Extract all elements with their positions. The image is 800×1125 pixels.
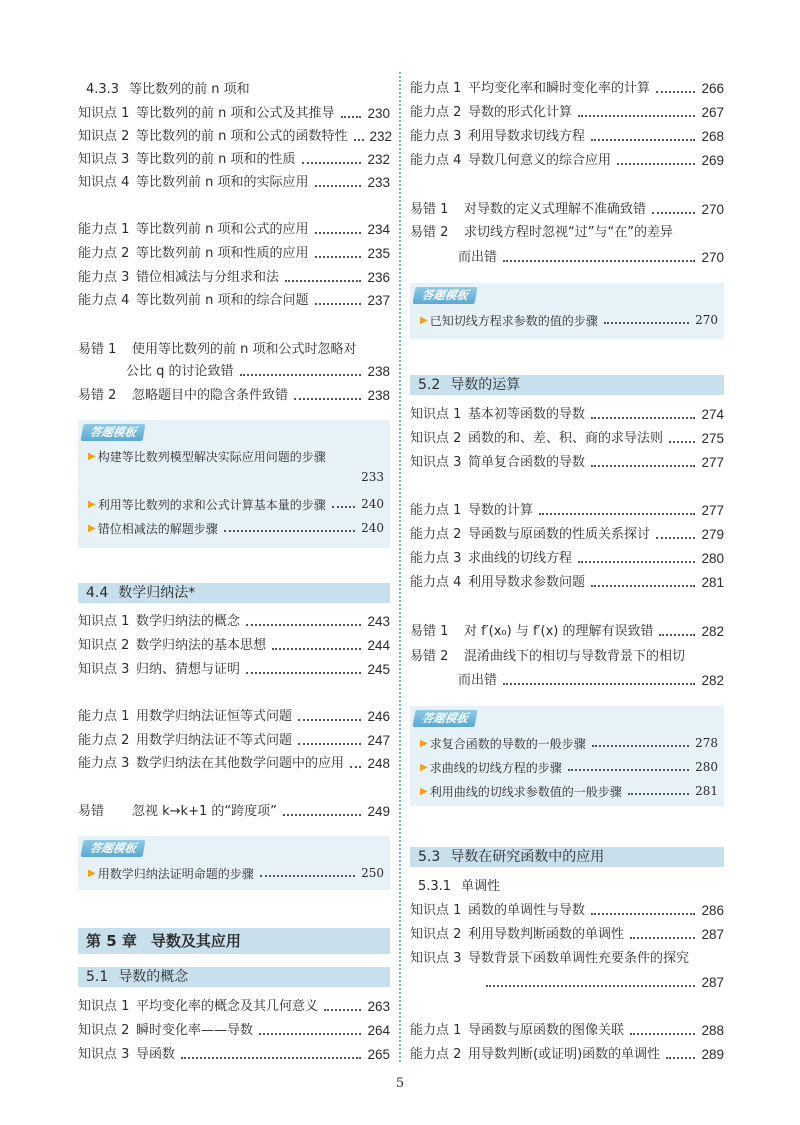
- toc-entry-continuation[interactable]: 287: [410, 973, 724, 993]
- toc-entry[interactable]: 能力点 2 用数学归纳法证不等式问题 247: [78, 733, 390, 748]
- dot-leader: [315, 256, 362, 258]
- triangle-arrow-icon: ▶: [88, 522, 96, 534]
- section-4-4-header[interactable]: 4.4 数学归纳法*: [78, 583, 390, 603]
- subsection-5-3-1[interactable]: 5.3.1 单调性: [418, 879, 501, 894]
- toc-entry[interactable]: 易错 1 对 f′(x₀) 与 f′(x) 的理解有误致错 282: [410, 624, 724, 639]
- dot-leader: [315, 303, 362, 305]
- dot-leader: [181, 1057, 361, 1059]
- toc-entry[interactable]: 知识点 3 等比数列的前 n 项和的性质 232: [78, 152, 390, 167]
- triangle-arrow-icon: ▶: [420, 737, 428, 749]
- dot-leader: [224, 530, 355, 532]
- triangle-arrow-icon: ▶: [88, 867, 96, 879]
- dot-leader: [246, 624, 361, 626]
- toc-entry[interactable]: 知识点 3 简单复合函数的导数 277: [410, 455, 724, 470]
- dot-leader: [341, 116, 362, 118]
- dot-leader: [656, 537, 695, 539]
- dot-leader: [659, 634, 695, 636]
- dot-leader: [630, 1033, 695, 1035]
- toc-entry[interactable]: 易错 忽视 k→k+1 的“跨度项” 249: [78, 804, 390, 819]
- toc-entry[interactable]: 能力点 2 导数的形式化计算 267: [410, 105, 724, 120]
- toc-entry[interactable]: 能力点 4 导数几何意义的综合应用 269: [410, 153, 724, 168]
- answer-template-box: [78, 836, 390, 890]
- toc-entry[interactable]: 知识点 3 归纳、猜想与证明 245: [78, 662, 390, 677]
- template-item[interactable]: ▶ 求曲线的切线方程的步骤 280: [420, 760, 718, 775]
- chapter-5-header[interactable]: 第 5 章 导数及其应用: [78, 928, 390, 954]
- template-item[interactable]: ▶ 用数学归纳法证明命题的步骤 250: [88, 866, 384, 881]
- dot-leader: [578, 115, 695, 117]
- page-number: 5: [395, 1076, 405, 1091]
- answer-template-box: [410, 706, 724, 806]
- dot-leader: [591, 417, 695, 419]
- template-item[interactable]: ▶ 已知切线方程求参数的值的步骤 270: [420, 313, 718, 328]
- section-5-1-header[interactable]: 5.1 导数的概念: [78, 967, 390, 987]
- toc-entry[interactable]: 知识点 2 等比数列的前 n 项和公式的函数特性 232: [78, 129, 393, 144]
- template-item[interactable]: ▶ 构建等比数列模型解决实际应用问题的步骤: [88, 449, 326, 464]
- dot-leader: [315, 232, 362, 234]
- toc-entry[interactable]: 易错 1 使用等比数列的前 n 项和公式时忽略对: [78, 342, 357, 357]
- dot-leader: [539, 513, 695, 515]
- dot-leader: [272, 648, 361, 650]
- subsection-4-3-3[interactable]: 4.3.3 等比数列的前 n 项和: [86, 82, 250, 97]
- answer-template-box: [78, 420, 390, 548]
- dot-leader: [503, 683, 695, 685]
- triangle-arrow-icon: ▶: [88, 498, 96, 510]
- toc-entry-continuation[interactable]: 公比 q 的讨论致错 238: [126, 364, 390, 379]
- dot-leader: [617, 163, 695, 165]
- toc-entry[interactable]: 易错 2 混淆曲线下的相切与导数背景下的相切: [410, 649, 686, 664]
- answer-template-tag: 答题模板: [413, 710, 478, 727]
- toc-entry[interactable]: 知识点 2 函数的和、差、积、商的求导法则 275: [410, 431, 724, 446]
- template-item-page: 233: [361, 470, 384, 484]
- toc-entry[interactable]: 知识点 1 函数的单调性与导数 286: [410, 903, 724, 918]
- toc-entry[interactable]: 知识点 3 导数背景下函数单调性充要条件的探究: [410, 951, 690, 966]
- dot-leader: [283, 814, 362, 816]
- toc-entry[interactable]: 易错 1 对导数的定义式理解不准确致错 270: [410, 202, 724, 217]
- toc-entry[interactable]: 能力点 4 利用导数求参数问题 281: [410, 575, 724, 590]
- toc-entry[interactable]: 知识点 4 等比数列前 n 项和的实际应用 233: [78, 175, 390, 190]
- toc-entry[interactable]: 知识点 2 利用导数判断函数的单调性 287: [410, 927, 724, 942]
- answer-template-tag: 答题模板: [413, 287, 478, 304]
- toc-entry[interactable]: 知识点 1 数学归纳法的概念 243: [78, 614, 390, 629]
- dot-leader: [568, 769, 689, 771]
- toc-entry[interactable]: 能力点 4 等比数列前 n 项和的综合问题 237: [78, 293, 390, 308]
- dot-leader: [628, 793, 689, 795]
- dot-leader: [652, 212, 695, 214]
- toc-entry[interactable]: 知识点 1 等比数列的前 n 项和公式及其推导 230: [78, 106, 390, 121]
- dot-leader: [302, 162, 362, 164]
- toc-entry[interactable]: 能力点 2 用导数判断(或证明)函数的单调性 289: [410, 1047, 724, 1062]
- dot-leader: [285, 280, 361, 282]
- dot-leader: [240, 374, 362, 376]
- dot-leader: [591, 585, 695, 587]
- toc-entry[interactable]: 知识点 2 数学归纳法的基本思想 244: [78, 638, 390, 653]
- dot-leader: [350, 766, 361, 768]
- dot-leader: [604, 322, 689, 324]
- dot-leader: [630, 937, 695, 939]
- answer-template-tag: 答题模板: [81, 424, 146, 441]
- dot-leader: [578, 561, 695, 563]
- section-5-2-header[interactable]: 5.2 导数的运算: [410, 375, 724, 395]
- toc-entry-continuation[interactable]: 而出错 282: [458, 673, 724, 688]
- dot-leader: [259, 1033, 361, 1035]
- toc-entry[interactable]: 知识点 2 瞬时变化率——导数 264: [78, 1023, 390, 1038]
- template-item[interactable]: ▶ 利用曲线的切线求参数值的一般步骤 281: [420, 784, 718, 799]
- toc-entry[interactable]: 易错 2 忽略题目中的隐含条件致错 238: [78, 388, 390, 403]
- dot-leader: [294, 398, 361, 400]
- triangle-arrow-icon: ▶: [420, 761, 428, 773]
- toc-entry[interactable]: 能力点 3 错位相减法与分组求和法 236: [78, 270, 390, 285]
- dot-leader: [324, 1009, 361, 1011]
- dot-leader: [298, 743, 361, 745]
- dot-leader: [591, 465, 695, 467]
- toc-entry[interactable]: 易错 2 求切线方程时忽视“过”与“在”的差异: [410, 225, 673, 240]
- dot-leader: [666, 1057, 695, 1059]
- triangle-arrow-icon: ▶: [420, 785, 428, 797]
- dot-leader: [298, 719, 361, 721]
- dot-leader: [592, 745, 689, 747]
- answer-template-tag: 答题模板: [81, 840, 146, 857]
- dot-leader: [332, 506, 355, 508]
- dot-leader: [246, 672, 361, 674]
- template-item[interactable]: ▶ 求复合函数的导数的一般步骤 278: [420, 736, 718, 751]
- dot-leader: [486, 985, 695, 987]
- toc-entry[interactable]: 能力点 1 等比数列前 n 项和公式的应用 234: [78, 222, 390, 237]
- toc-entry[interactable]: 能力点 1 用数学归纳法证恒等式问题 246: [78, 709, 390, 724]
- toc-entry[interactable]: 能力点 3 利用导数求切线方程 268: [410, 129, 724, 144]
- dot-leader: [354, 139, 364, 141]
- dot-leader: [669, 441, 695, 443]
- column-divider: [399, 72, 401, 1062]
- dot-leader: [591, 139, 695, 141]
- section-5-3-header[interactable]: 5.3 导数在研究函数中的应用: [410, 847, 724, 867]
- toc-entry[interactable]: 知识点 1 基本初等函数的导数 274: [410, 407, 724, 422]
- toc-entry[interactable]: 能力点 2 等比数列前 n 项和性质的应用 235: [78, 246, 390, 261]
- toc-entry[interactable]: 知识点 1 平均变化率的概念及其几何意义 263: [78, 999, 390, 1014]
- toc-entry[interactable]: 能力点 3 求曲线的切线方程 280: [410, 551, 724, 566]
- toc-entry[interactable]: 能力点 2 导函数与原函数的性质关系探讨 279: [410, 527, 724, 542]
- dot-leader: [591, 913, 695, 915]
- toc-entry[interactable]: 能力点 1 导数的计算 277: [410, 503, 724, 518]
- dot-leader: [656, 91, 695, 93]
- toc-entry[interactable]: 知识点 3 导函数 265: [78, 1047, 390, 1062]
- toc-entry[interactable]: 能力点 1 导函数与原函数的图像关联 288: [410, 1023, 724, 1038]
- dot-leader: [315, 185, 362, 187]
- dot-leader: [503, 260, 695, 262]
- toc-entry-continuation[interactable]: 而出错 270: [458, 250, 724, 265]
- toc-entry[interactable]: 能力点 1 平均变化率和瞬时变化率的计算 266: [410, 81, 724, 96]
- triangle-arrow-icon: ▶: [88, 450, 96, 462]
- dot-leader: [260, 875, 355, 877]
- toc-entry[interactable]: 能力点 3 数学归纳法在其他数学问题中的应用 248: [78, 756, 390, 771]
- triangle-arrow-icon: ▶: [420, 314, 428, 326]
- answer-template-box: [410, 283, 724, 339]
- template-item[interactable]: ▶ 利用等比数列的求和公式计算基本量的步骤 240: [88, 497, 384, 512]
- template-item[interactable]: ▶ 错位相减法的解题步骤 240: [88, 521, 384, 536]
